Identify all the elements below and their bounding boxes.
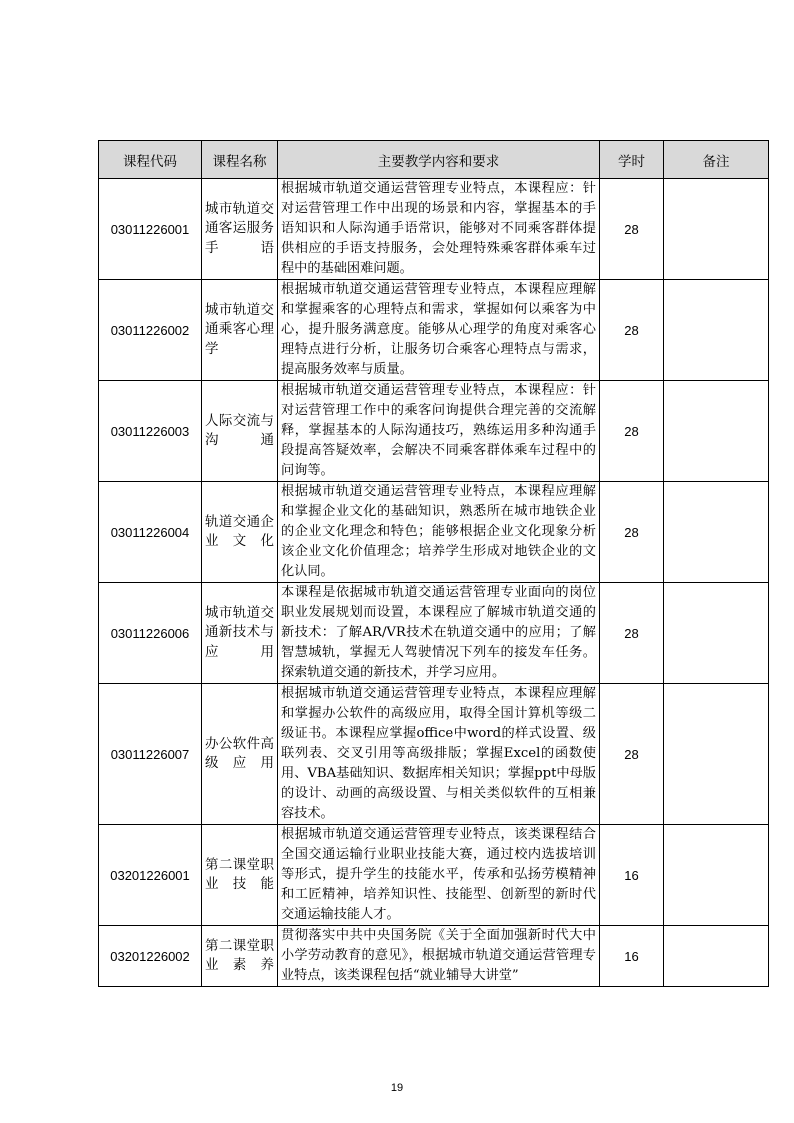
table-header-row — [99, 141, 769, 179]
course-hours: 28 — [600, 179, 664, 280]
header-course-code: 课程代码 — [99, 141, 202, 179]
course-notes — [664, 926, 769, 987]
course-notes — [664, 280, 769, 381]
course-name: 城市轨道交通客运服务手语 — [202, 179, 278, 280]
course-content: 贯彻落实中共中央国务院《关于全面加强新时代大中小学劳动教育的意见》，根据城市轨道交通运营管理专业特点，该类课程包括“就业辅导大讲堂” — [278, 926, 600, 987]
course-hours: 28 — [600, 482, 664, 583]
course-content: 根据城市轨道交通运营管理专业特点，本课程应：针对运营管理工作中的乘客问询提供合理完善的交流解释，掌握基本的人际沟通技巧，熟练运用多种沟通手段提高答疑效率，会解决不同乘客群体乘车过程中的问询等。 — [278, 381, 600, 482]
table-row — [99, 482, 769, 583]
header-notes: 备注 — [664, 141, 769, 179]
course-code: 03011226002 — [99, 280, 202, 381]
course-content: 本课程是依据城市轨道交通运营管理专业面向的岗位职业发展规划而设置，本课程应了解城市轨道交通的新技术：了解AR/VR技术在轨道交通中的应用；了解智慧城轨，掌握无人驾驶情况下列车的接发车任务。探索轨道交通的新技术，并学习应用。 — [278, 583, 600, 684]
course-notes — [664, 583, 769, 684]
course-name: 人际交流与沟通 — [202, 381, 278, 482]
header-course-name: 课程名称 — [202, 141, 278, 179]
course-hours: 28 — [600, 583, 664, 684]
course-name: 城市轨道交通新技术与应用 — [202, 583, 278, 684]
course-code: 03011226004 — [99, 482, 202, 583]
course-hours: 28 — [600, 381, 664, 482]
course-hours: 16 — [600, 926, 664, 987]
table-row — [99, 179, 769, 280]
course-hours: 28 — [600, 280, 664, 381]
course-notes — [664, 482, 769, 583]
course-hours: 28 — [600, 684, 664, 825]
course-content: 根据城市轨道交通运营管理专业特点，本课程应理解和掌握乘客的心理特点和需求，掌握如何以乘客为中心，提升服务满意度。能够从心理学的角度对乘客心理特点进行分析，让服务切合乘客心理特点与需求，提高服务效率与质量。 — [278, 280, 600, 381]
table-row — [99, 825, 769, 926]
course-content: 根据城市轨道交通运营管理专业特点，本课程应理解和掌握企业文化的基础知识，熟悉所在城市地铁企业的企业文化理念和特色；能够根据企业文化现象分析该企业文化价值理念；培养学生形成对地铁企业的文化认同。 — [278, 482, 600, 583]
course-name: 办公软件高级应用 — [202, 684, 278, 825]
course-notes — [664, 381, 769, 482]
course-name: 城市轨道交通乘客心理学 — [202, 280, 278, 381]
course-notes — [664, 684, 769, 825]
course-hours: 16 — [600, 825, 664, 926]
table-row — [99, 280, 769, 381]
course-code: 03011226003 — [99, 381, 202, 482]
header-content: 主要教学内容和要求 — [278, 141, 600, 179]
course-code: 03201226001 — [99, 825, 202, 926]
table-row — [99, 381, 769, 482]
course-content: 根据城市轨道交通运营管理专业特点，本课程应理解和掌握办公软件的高级应用，取得全国计算机等级二级证书。本课程应掌握office中word的样式设置、级联列表、交叉引用等高级排版；掌握Excel的函数使用、VBA基础知识、数据库相关知识；掌握ppt中母版的设计、动画的高级设置、与相关类似软件的互相兼容技术。 — [278, 684, 600, 825]
course-content: 根据城市轨道交通运营管理专业特点，该类课程结合全国交通运输行业职业技能大赛，通过校内选拔培训等形式，提升学生的技能水平，传承和弘扬劳模精神和工匠精神，培养知识性、技能型、创新型的新时代交通运输技能人才。 — [278, 825, 600, 926]
course-content: 根据城市轨道交通运营管理专业特点，本课程应：针对运营管理工作中出现的场景和内容，掌握基本的手语知识和人际沟通手语常识，能够对不同乘客群体提供相应的手语支持服务，会处理特殊乘客群体乘车过程中的基础困难问题。 — [278, 179, 600, 280]
course-name: 轨道交通企业文化 — [202, 482, 278, 583]
course-code: 03201226002 — [99, 926, 202, 987]
course-code: 03011226006 — [99, 583, 202, 684]
table-row — [99, 583, 769, 684]
course-name: 第二课堂职业技能 — [202, 825, 278, 926]
table-row — [99, 926, 769, 987]
course-notes — [664, 179, 769, 280]
page-number: 19 — [390, 1082, 404, 1094]
course-code: 03011226007 — [99, 684, 202, 825]
course-table — [98, 140, 769, 987]
table-row — [99, 684, 769, 825]
course-code: 03011226001 — [99, 179, 202, 280]
course-notes — [664, 825, 769, 926]
course-name: 第二课堂职业素养 — [202, 926, 278, 987]
header-hours: 学时 — [600, 141, 664, 179]
